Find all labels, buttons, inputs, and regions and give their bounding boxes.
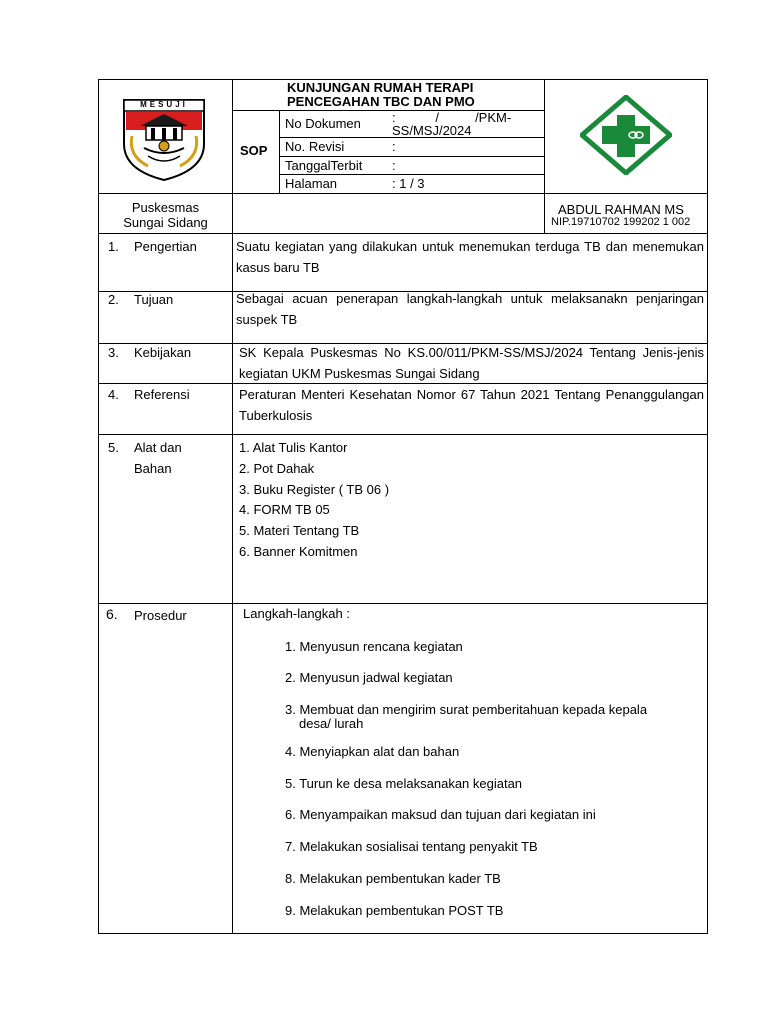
section-2-text: Sebagai acuan penerapan langkah-langkah untuk melaksanakn penjaringan suspek TB	[236, 291, 704, 327]
field-value-halaman: : 1 / 3	[392, 176, 425, 191]
procedure-step: 2. Menyusun jadwal kegiatan	[285, 670, 453, 685]
procedure-step: 8. Melakukan pembentukan kader TB	[285, 871, 501, 886]
section-4-number: 4.	[108, 387, 119, 402]
section-6-number: 6.	[106, 606, 118, 622]
section-4-text: Peraturan Menteri Kesehatan Nomor 67 Tahun 2021 Tentang Penanggulangan Tuberkulosis	[239, 387, 704, 423]
document-title-line2: PENCEGAHAN TBC DAN PMO	[287, 94, 475, 109]
list-item: 1. Alat Tulis Kantor	[239, 440, 348, 455]
field-value-no-dokumen-cont: SS/MSJ/2024	[392, 123, 472, 138]
section-2-number: 2.	[108, 292, 119, 307]
procedure-step: 1. Menyusun rencana kegiatan	[285, 639, 463, 654]
field-label-tanggal-terbit: TanggalTerbit	[285, 158, 363, 173]
section-5-label: Alat dan	[134, 440, 182, 455]
section-3-text: SK Kepala Puskesmas No KS.00/011/PKM-SS/MSJ/2024 Tentang Jenis-jenis kegiatan UKM Puskesmas Sungai Sidang	[239, 345, 704, 381]
org-name-line2: Sungai Sidang	[123, 215, 208, 230]
sop-label: SOP	[240, 143, 268, 158]
section-1-label: Pengertian	[134, 239, 197, 254]
field-label-halaman: Halaman	[285, 176, 338, 191]
section-2-label: Tujuan	[134, 292, 174, 307]
field-value-no-revisi: :	[392, 139, 396, 154]
signer-name: ABDUL RAHMAN MS	[558, 202, 684, 217]
procedure-step: 3. Membuat dan mengirim surat pemberitahuan kepada kepala	[285, 702, 648, 717]
list-item: 3. Buku Register ( TB 06 )	[239, 482, 390, 497]
section-3-number: 3.	[108, 345, 119, 360]
section-6-label: Prosedur	[134, 608, 187, 623]
procedure-intro: Langkah-langkah :	[243, 606, 350, 621]
field-value-no-dokumen: : / /PKM-	[392, 110, 512, 125]
procedure-step: 6. Menyampaikan maksud dan tujuan dari kegiatan ini	[285, 807, 596, 822]
puskesmas-logo	[580, 95, 672, 175]
section-5-number: 5.	[108, 440, 119, 455]
field-value-tanggal-terbit: :	[392, 158, 396, 173]
procedure-step: 5. Turun ke desa melaksanakan kegiatan	[285, 776, 523, 791]
list-item: 4. FORM TB 05	[239, 502, 330, 517]
org-name-line1: Puskesmas	[131, 200, 200, 215]
procedure-step-cont: desa/ lurah	[299, 716, 364, 731]
procedure-step: 4. Menyiapkan alat dan bahan	[285, 744, 460, 759]
document-title-line1: KUNJUNGAN RUMAH TERAPI	[287, 80, 474, 95]
field-label-no-dokumen: No Dokumen	[285, 116, 361, 131]
section-1-number: 1.	[108, 239, 119, 254]
list-item: 2. Pot Dahak	[239, 461, 315, 476]
section-4-label: Referensi	[134, 387, 190, 402]
section-3-label: Kebijakan	[134, 345, 192, 360]
section-5-label-cont: Bahan	[134, 461, 172, 476]
procedure-step: 7. Melakukan sosialisai tentang penyakit TB	[285, 839, 538, 854]
list-item: 6. Banner Komitmen	[239, 544, 358, 559]
list-item: 5. Materi Tentang TB	[239, 523, 360, 538]
logo-text: MESUJI	[140, 100, 188, 109]
procedure-step: 9. Melakukan pembentukan POST TB	[285, 903, 504, 918]
section-1-text: Suatu kegiatan yang dilakukan untuk menemukan terduga TB dan menemukan kasus baru TB	[236, 239, 704, 275]
signer-nip: NIP.19710702 199202 1 002	[551, 216, 691, 228]
field-label-no-revisi: No. Revisi	[285, 139, 345, 154]
